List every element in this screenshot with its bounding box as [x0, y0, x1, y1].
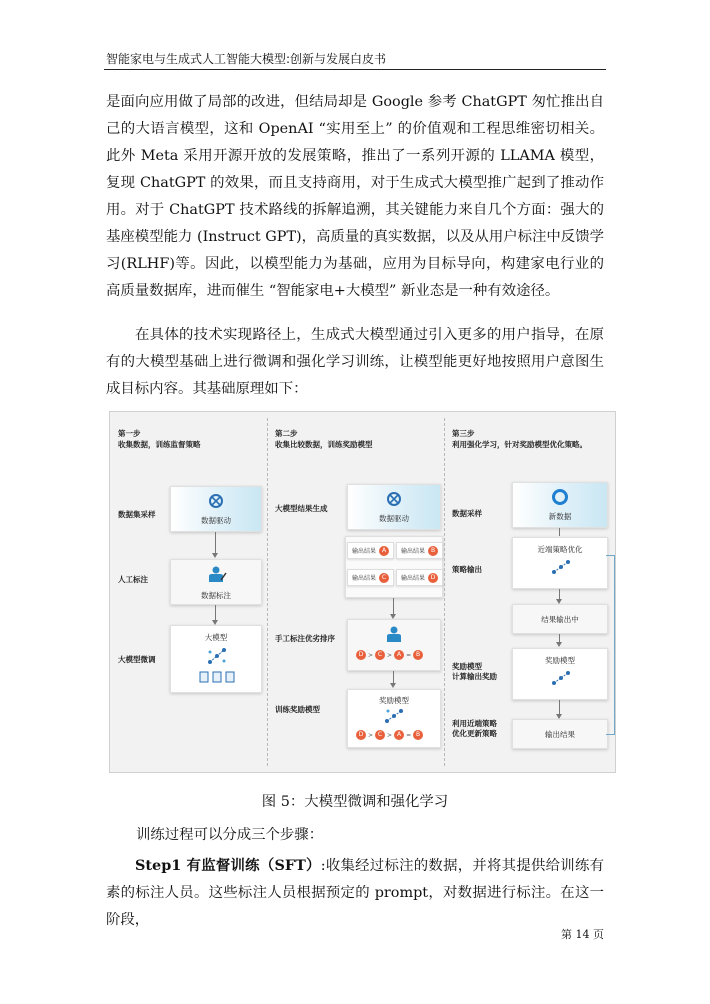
output-text: 输出结果: [401, 575, 426, 582]
rank-badge: A: [394, 730, 404, 740]
box-data-driven: [170, 486, 262, 532]
box-new-data-text: 新数据: [548, 512, 572, 521]
box-data-driven-2: [347, 484, 441, 530]
data-driven-icon: [386, 491, 402, 507]
arrow-head: [390, 683, 396, 688]
rank-op: =: [406, 651, 412, 659]
label-human-annotation: 人工标注: [118, 575, 148, 584]
ranking-row-1: [356, 650, 423, 660]
box-outputting: [512, 604, 608, 634]
box-reward-model-text: 奖励模型: [379, 696, 409, 705]
network-icon: [384, 707, 404, 725]
rank-badge: B: [413, 730, 423, 740]
label-reward-compute: 奖励模型 计算输出奖励: [452, 662, 497, 681]
output-badge: D: [428, 573, 438, 583]
step2-heading: [275, 428, 373, 450]
box-reward-model-3-text: 奖励模型: [545, 656, 575, 665]
label-data-sampling: 数据采样: [452, 509, 482, 518]
label-policy-output: 策略输出: [452, 565, 482, 574]
box-reward-model-3: [512, 648, 608, 700]
data-driven-icon: [208, 493, 224, 509]
output-b: [396, 542, 443, 559]
output-text: 输出结果: [352, 548, 377, 555]
step3-label: 第三步: [452, 429, 475, 438]
output-badge: B: [428, 546, 438, 556]
label-ppo-update: 利用近端策略 优化更新策略: [452, 719, 497, 738]
box-ppo-text: 近端策略优化: [537, 545, 583, 554]
rank-badge: D: [356, 730, 366, 740]
ring-icon: [551, 488, 569, 506]
figure-caption: 图 5：大模型微调和强化学习: [261, 794, 449, 810]
paragraph-tech-path: 在具体的技术实现路径上，生成式大模型通过引入更多的用户指导，在原有的大模型基础上进行微调和强化学习训练，让模型能更好地按照用户意图生成目标内容。其基础原理如下：: [106, 327, 604, 397]
rank-badge: D: [356, 650, 366, 660]
step1-bold-heading: Step1 有监督训练（SFT）: [135, 857, 321, 874]
network-icon: [551, 558, 571, 576]
step2-column: [269, 412, 441, 772]
rank-op: >: [387, 651, 393, 659]
header-rule: [104, 69, 606, 70]
step3-subtitle: 利用强化学习，针对奖励模型优化策略。: [452, 440, 587, 449]
step3-heading: [452, 428, 587, 450]
paragraph-steps-intro: 训练过程可以分成三个步骤：: [136, 827, 324, 843]
rank-badge: A: [394, 650, 404, 660]
box-outputting-text: 结果输出中: [541, 615, 579, 624]
box-data-driven-text: 数据驱动: [201, 516, 231, 525]
step2-label: 第二步: [275, 429, 298, 438]
box-output-result: [512, 719, 608, 749]
box-reward-model: [347, 689, 441, 748]
label-manual-ranking: 手工标注优劣排序: [275, 634, 335, 643]
label-result-generation: 大模型结果生成: [275, 504, 328, 513]
box-ranking: [347, 619, 441, 671]
arrow-line: [559, 528, 560, 536]
output-text: 输出结果: [352, 575, 377, 582]
person-icon: [207, 564, 227, 584]
output-badge: A: [379, 546, 389, 556]
arrow-line: [215, 532, 216, 555]
box-annotation-text: 数据标注: [201, 591, 231, 600]
rank-badge: C: [375, 650, 385, 660]
paragraph-step1: [106, 852, 604, 934]
arrow-head: [556, 642, 562, 647]
box-annotation: [170, 559, 262, 605]
output-text: 输出结果: [401, 548, 426, 555]
paragraph-intro: 是面向应用做了局部的改进，但结局却是 Google 参考 ChatGPT 匆忙推出自己的大语言模型，这和 OpenAI “实用至上” 的价值观和工程思维密切相关。此外 Meta 采用开源开放的发展策略，推出了一系列开源的 LLAMA 模型，复现 ChatGPT 的效果，而且支持商用，对于生成式大模型推广起到了推动作用。对于 ChatGPT 技术路线的拆解追溯，其关键能力来自几个方面：强大的基座模型能力 (Instruct GPT)，高质量的真实数据，以及从用户标注中反馈学习(RLHF)等。因此，以模型能力为基础，应用为目标导向，构建家电行业的高质量数据库，进而催生 “智能家电+大模型” 新业态是一种有效途径。: [106, 94, 604, 299]
output-d: [396, 569, 443, 586]
step1-subtitle: 收集数据，训练监督策略: [118, 440, 201, 449]
step3-column: [446, 412, 615, 772]
column-divider: [444, 418, 445, 766]
ranking-row-2: [356, 730, 423, 740]
person-icon: [384, 624, 404, 644]
rank-op: >: [368, 731, 374, 739]
rank-badge: B: [413, 650, 423, 660]
box-new-data: [512, 482, 608, 528]
step2-subtitle: 收集比较数据，训练奖励模型: [275, 440, 373, 449]
step1-description: :收集经过标注的数据，并将其提供给训练有素的标注人员。这些标注人员根据预定的 prompt，对数据进行标注。在这一阶段，: [106, 858, 604, 928]
outputs-panel: [345, 536, 443, 598]
network-icon: [551, 669, 571, 687]
output-a: [347, 542, 394, 559]
output-badge: C: [379, 573, 389, 583]
rank-badge: C: [375, 730, 385, 740]
step1-label: 第一步: [118, 429, 141, 438]
box-large-model-text: 大模型: [204, 633, 228, 642]
arrow-head: [212, 553, 218, 558]
training-pipeline-figure: [109, 411, 616, 773]
box-large-model: [170, 625, 262, 693]
column-divider: [267, 418, 268, 766]
label-train-reward: 训练奖励模型: [275, 705, 320, 714]
box-ppo: [512, 537, 608, 589]
rank-op: =: [406, 731, 412, 739]
rank-op: >: [368, 651, 374, 659]
running-header: 智能家电与生成式人工智能大模型:创新与发展白皮书: [106, 52, 387, 66]
box-data-driven-2-text: 数据驱动: [379, 514, 409, 523]
step1-column: [110, 412, 265, 772]
feedback-loop-line: [606, 555, 615, 735]
label-finetune: 大模型微调: [118, 655, 156, 664]
document-icons: [199, 671, 235, 683]
step1-heading: [118, 428, 201, 450]
box-output-result-text: 输出结果: [545, 730, 575, 739]
page-number: 第 14 页: [561, 928, 604, 941]
rank-op: >: [387, 731, 393, 739]
output-c: [347, 569, 394, 586]
network-icon: [206, 646, 228, 666]
label-dataset-sampling: 数据集采样: [118, 510, 156, 519]
